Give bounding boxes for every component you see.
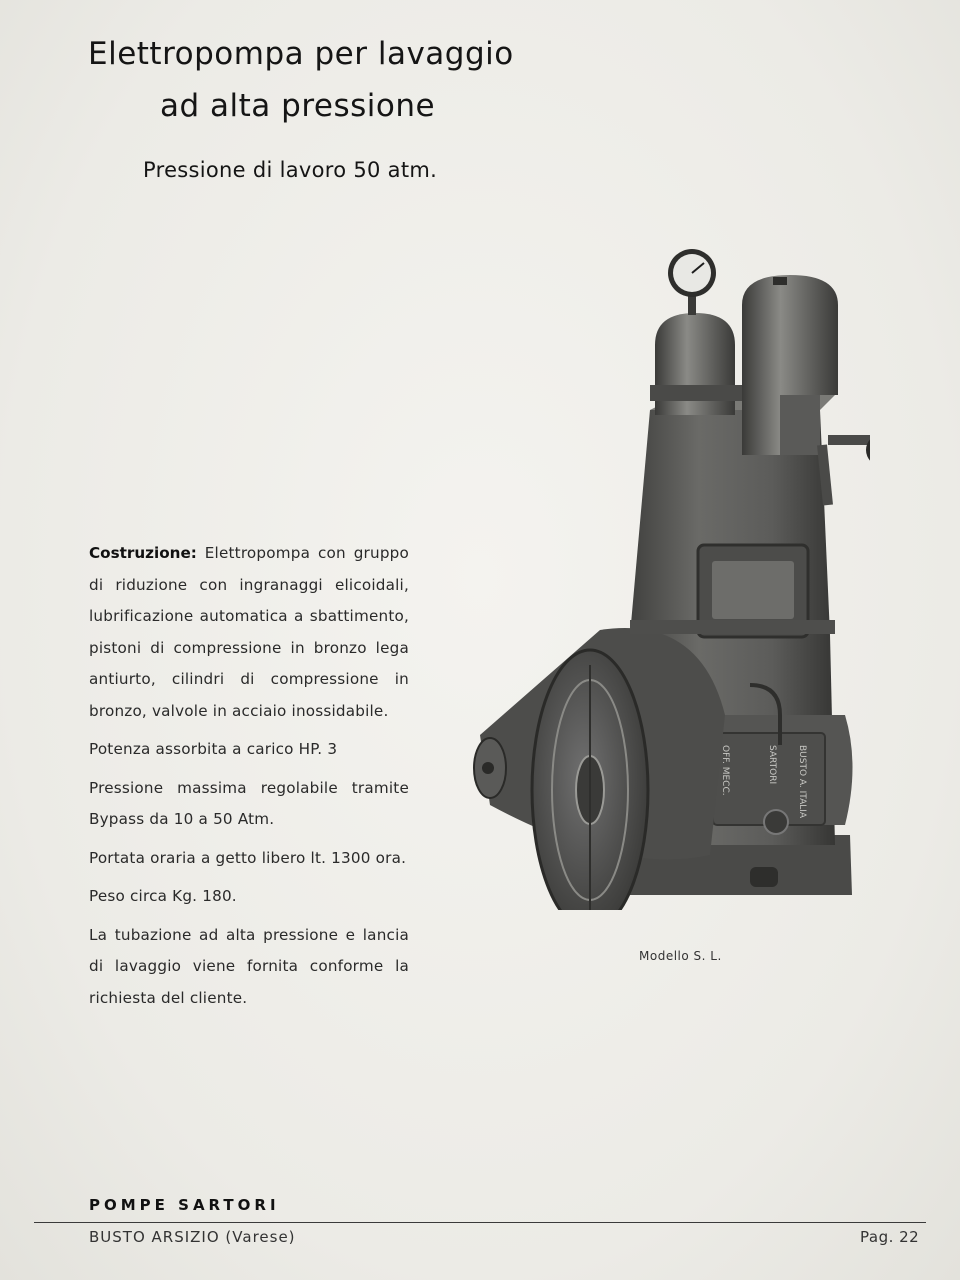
footer-rule (34, 1222, 926, 1223)
description-block (89, 538, 409, 1021)
pump-photo (450, 245, 870, 910)
construction-paragraph (89, 538, 409, 727)
footer-brand: POMPE SARTORI (89, 1196, 280, 1214)
figure-caption: Modello S. L. (639, 949, 722, 963)
spec-supply-note: La tubazione ad alta pressione e lancia di lavaggio viene fornita conforme la richiesta del cliente. (89, 925, 409, 1007)
plate-mid-text: SARTORI (767, 745, 777, 785)
plate-left-text: OFF. MECC. (720, 745, 730, 796)
spec-power: Potenza assorbita a carico HP. 3 (89, 740, 338, 758)
construction-label: Costruzione: (89, 544, 197, 562)
plate-right-text: BUSTO A. ITALIA (797, 745, 807, 819)
page-title (88, 28, 608, 132)
title-line-1: Elettropompa per lavaggio (88, 36, 514, 72)
spec-weight: Peso circa Kg. 180. (89, 887, 237, 905)
page-number: Pag. 22 (860, 1228, 920, 1246)
footer-location: BUSTO ARSIZIO (Varese) (89, 1228, 296, 1246)
construction-text: Elettropompa con gruppo di riduzione con ingranaggi elicoidali, lubrificazione automatica a sbattimento, pistoni di compressione in bronzo lega antiurto, cilindri di compressione in bronzo, valvole in acciaio inossidabile. (89, 544, 409, 720)
title-line-2: ad alta pressione (160, 88, 436, 124)
spec-flow-rate: Portata oraria a getto libero lt. 1300 ora. (89, 848, 407, 867)
spec-max-pressure: Pressione massima regolabile tramite Bypass da 10 a 50 Atm. (89, 778, 409, 828)
pressure-subtitle: Pressione di lavoro 50 atm. (143, 158, 438, 182)
